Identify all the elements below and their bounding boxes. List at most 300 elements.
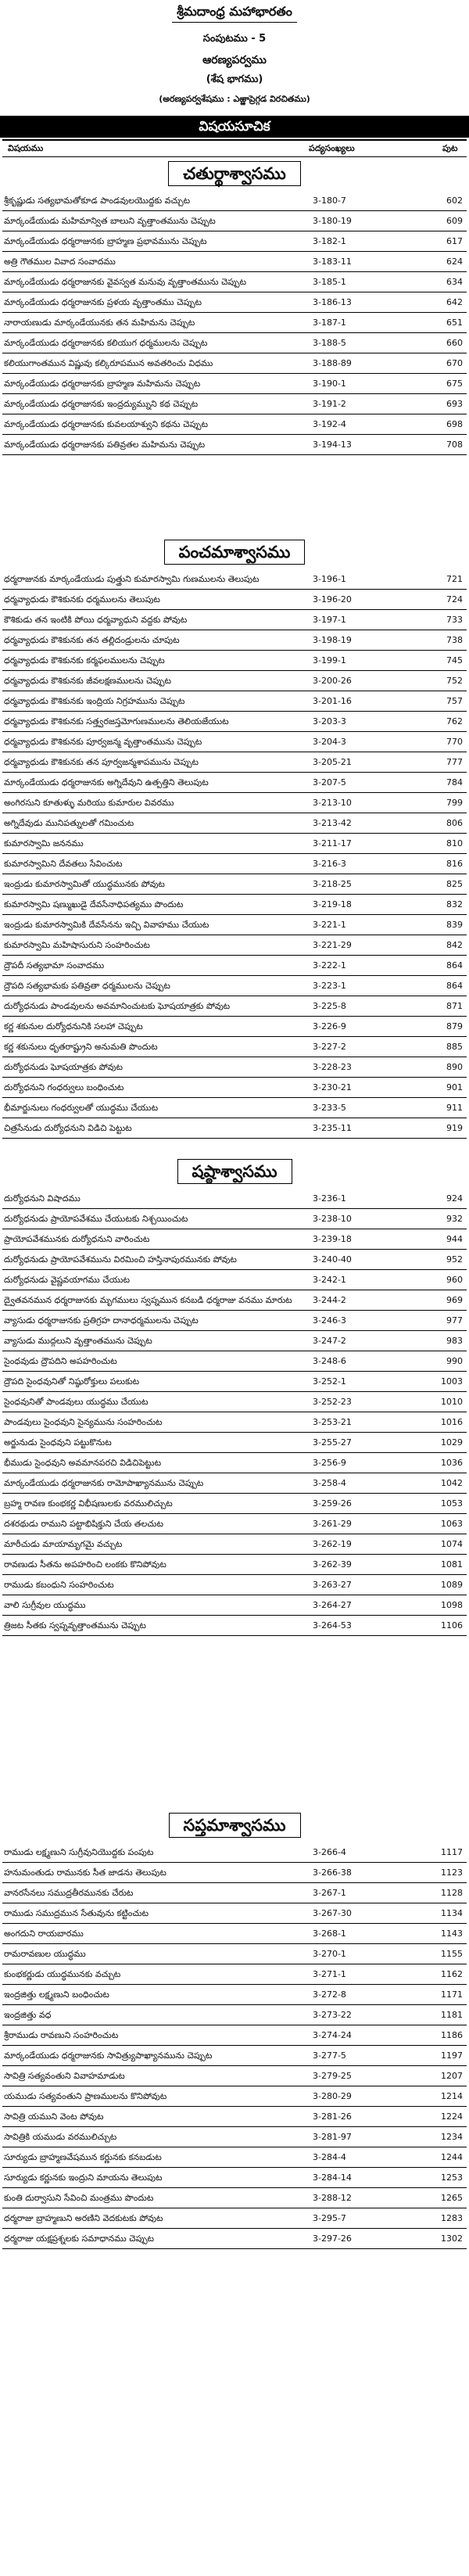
- column-header-page: పుట: [442, 143, 458, 153]
- row-page: 1036: [441, 1458, 463, 1468]
- index-row: [0, 2208, 469, 2229]
- row-page: 634: [446, 277, 463, 287]
- index-row: [0, 1473, 469, 1494]
- row-subject: మార్కండేయుడు ధర్మరాజునకు సావిత్ర్యుపాఖ్యానమును చెప్పుట: [4, 2050, 213, 2061]
- row-verse: 3-261-29: [313, 1519, 352, 1529]
- row-page: 777: [446, 757, 463, 767]
- row-subject: ధర్మవ్యాధుడు కౌశికునకు ఇంద్రియ నిగ్రహమును చెప్పుట: [4, 696, 185, 706]
- row-rule: [2, 1635, 467, 1636]
- row-verse: 3-221-1: [313, 920, 346, 930]
- index-row: [0, 2046, 469, 2066]
- column-header-bottom-rule: [2, 156, 467, 157]
- row-verse: 3-204-3: [313, 737, 346, 747]
- row-subject: సావిత్రి సత్యవంతుని వివాహమాడుట: [4, 2071, 125, 2081]
- row-verse: 3-198-19: [313, 635, 352, 645]
- row-page: 871: [446, 1001, 463, 1011]
- row-verse: 3-221-29: [313, 940, 352, 950]
- row-page: 784: [446, 777, 463, 788]
- row-page: 738: [446, 635, 463, 645]
- section-heading: [0, 161, 469, 186]
- row-page: 932: [446, 1214, 463, 1224]
- row-page: 757: [446, 696, 463, 706]
- row-page: 1162: [441, 1969, 463, 1979]
- index-row: [0, 996, 469, 1017]
- index-row: [0, 1118, 469, 1139]
- row-subject: భీముడు సైంధవుని అవమానపరచి విడిచిపెట్టుట: [4, 1458, 162, 1468]
- row-verse: 3-230-21: [313, 1082, 352, 1092]
- row-subject: శ్రీకృష్ణుడు సత్యభామతోకూడ పాండవులయొద్దకు వచ్చుట: [4, 196, 191, 206]
- row-verse: 3-270-1: [313, 1949, 346, 1959]
- row-page: 983: [446, 1336, 463, 1346]
- row-subject: వానరసేనలు సముద్రతీరమునకు చేరుట: [4, 1888, 134, 1898]
- row-subject: ఇంద్రజిత్తు వధ: [4, 2010, 52, 2020]
- row-page: 708: [446, 439, 463, 450]
- index-row: [0, 2086, 469, 2107]
- index-row: [0, 1883, 469, 1903]
- row-rule: [2, 2248, 467, 2249]
- row-page: 660: [446, 338, 463, 348]
- row-subject: ద్రౌపదీ సత్యభామా సంవాదము: [4, 960, 105, 970]
- row-verse: 3-218-25: [313, 879, 352, 889]
- row-page: 724: [446, 594, 463, 605]
- index-row: [0, 272, 469, 292]
- row-subject: కుమారస్వామి జననము: [4, 838, 84, 849]
- index-row: [0, 313, 469, 333]
- row-verse: 3-225-8: [313, 1001, 346, 1011]
- row-verse: 3-203-3: [313, 716, 346, 727]
- row-subject: రాముడు సముద్రమున సేతువును కట్టించుట: [4, 1908, 149, 1918]
- row-subject: సైంధవుడు ద్రౌపదిని అపహరించుట: [4, 1356, 117, 1366]
- row-page: 1171: [441, 1989, 463, 2000]
- index-row: [0, 231, 469, 252]
- row-page: 693: [446, 399, 463, 409]
- row-subject: కుంభకర్ణుడు యుద్ధమునకు వచ్చుట: [4, 1969, 121, 1979]
- section-title: సప్తమాశ్వాసము: [169, 1813, 301, 1838]
- index-row: [0, 1311, 469, 1331]
- row-page: 799: [446, 798, 463, 808]
- row-page: 1003: [441, 1376, 463, 1387]
- index-row: [0, 1392, 469, 1412]
- index-row: [0, 1514, 469, 1534]
- row-page: 990: [446, 1356, 463, 1366]
- index-row: [0, 1903, 469, 1924]
- row-verse: 3-235-11: [313, 1123, 352, 1133]
- row-subject: సైంధవునితో పాండవులు యుద్ధము చేయుట: [4, 1397, 149, 1407]
- row-verse: 3-262-39: [313, 1559, 352, 1570]
- row-subject: ధర్మవ్యాధుడు కౌశికునకు పూర్వజన్మ వృత్తాంతమును చెప్పుట: [4, 737, 202, 747]
- row-subject: సూర్యుడు బ్రాహ్మణవేషమున కర్ణునకు కనబడుట: [4, 2152, 162, 2162]
- row-subject: దుర్యోధనుని విషాదము: [4, 1193, 81, 1204]
- row-subject: మార్కండేయుడు ధర్మరాజునకు పతివ్రతల మహిమను చెప్పుట: [4, 439, 206, 450]
- row-verse: 3-288-12: [313, 2193, 352, 2203]
- index-row: [0, 1555, 469, 1575]
- row-subject: ద్వైతవనమున ధర్మరాజునకు మృగములు స్వప్నమున కనబడి ధర్మరాజు వనము మారుట: [4, 1295, 292, 1305]
- row-page: 885: [446, 1042, 463, 1052]
- row-subject: వ్యాసుడు ధర్మరాజునకు ప్రతిగ్రహ దానాధర్మములను చెప్పుట: [4, 1315, 199, 1326]
- row-verse: 3-272-8: [313, 1989, 346, 2000]
- index-row: [0, 590, 469, 610]
- row-subject: బ్రహ్మ రావణ కుంభకర్ణ విభీషణులకు వరములిచ్చుట: [4, 1498, 173, 1509]
- row-page: 624: [446, 257, 463, 267]
- row-page: 762: [446, 716, 463, 727]
- row-subject: అర్జునుడు సైంధవుని పట్టుకొనుట: [4, 1437, 112, 1448]
- index-row: [0, 2127, 469, 2147]
- row-page: 609: [446, 216, 463, 226]
- row-subject: త్రిజట సీతకు స్వప్నవృత్తాంతమును చెప్పుట: [4, 1620, 146, 1631]
- row-verse: 3-222-1: [313, 960, 346, 970]
- row-verse: 3-185-1: [313, 277, 346, 287]
- row-page: 1042: [441, 1478, 463, 1488]
- row-page: 864: [446, 960, 463, 970]
- row-verse: 3-188-5: [313, 338, 346, 348]
- row-verse: 3-188-89: [313, 358, 352, 368]
- index-row: [0, 1863, 469, 1883]
- row-verse: 3-205-21: [313, 757, 352, 767]
- row-page: 1265: [441, 2193, 463, 2203]
- row-subject: ద్రౌపది సైంధవునితో నిష్ఠురోక్తులు పలుకుట: [4, 1376, 140, 1387]
- index-row: [0, 813, 469, 834]
- row-page: 1053: [441, 1498, 463, 1509]
- book-title: శ్రీమదాంధ్ర మహాభారతం: [177, 4, 292, 19]
- row-page: 1029: [441, 1437, 463, 1448]
- row-verse: 3-238-10: [313, 1214, 352, 1224]
- row-verse: 3-295-7: [313, 2213, 346, 2223]
- row-verse: 3-233-5: [313, 1103, 346, 1113]
- row-page: 1128: [441, 1888, 463, 1898]
- index-row: [0, 1595, 469, 1616]
- row-subject: హనుమంతుడు రామునకు సీత జాడను తెలుపుట: [4, 1867, 166, 1878]
- row-page: 944: [446, 1234, 463, 1244]
- index-row: [0, 1575, 469, 1595]
- row-subject: దుర్యోధనుడు ప్రాయోపవేశమును విరమించి హస్తినాపురమునకు పోవుట: [4, 1254, 237, 1265]
- row-page: 842: [446, 940, 463, 950]
- row-subject: వాలి సుగ్రీవుల యుద్ధము: [4, 1600, 86, 1610]
- index-row: [0, 752, 469, 773]
- row-verse: 3-211-17: [313, 838, 352, 849]
- row-verse: 3-271-1: [313, 1969, 346, 1979]
- row-verse: 3-284-14: [313, 2172, 352, 2183]
- row-verse: 3-266-38: [313, 1867, 352, 1878]
- row-subject: ఇంద్రుడు కుమారస్వామితో యుద్ధమునకు పోవుట: [4, 879, 165, 889]
- row-page: 919: [446, 1123, 463, 1133]
- index-row: [0, 1290, 469, 1311]
- row-verse: 3-190-1: [313, 379, 346, 389]
- row-page: 960: [446, 1275, 463, 1285]
- row-subject: మార్కండేయుడు ధర్మరాజునకు ఇంద్రద్యుమ్నుని కథ చెప్పుట: [4, 399, 199, 409]
- index-row: [0, 1433, 469, 1453]
- row-verse: 3-242-1: [313, 1275, 346, 1285]
- row-subject: రాముడు కబంధుని సంహరించుట: [4, 1580, 114, 1590]
- row-subject: రావణుడు సీతను అపహరించి లంకకు కొనిపోవుట: [4, 1559, 166, 1570]
- index-row: [0, 732, 469, 752]
- index-row: [0, 854, 469, 874]
- row-page: 832: [446, 899, 463, 909]
- row-subject: ధర్మరాజు యక్షప్రశ్నలకు సమాధానము చెప్పుట: [4, 2233, 155, 2244]
- row-subject: సావిత్రికి యముడు వరములిచ్చుట: [4, 2132, 117, 2142]
- row-subject: ధర్మరాజునకు మార్కండేయుడు పుత్త్రుని కుమారస్వామి గుణములను తెలుపుట: [4, 574, 260, 584]
- row-page: 1074: [441, 1539, 463, 1549]
- index-row: [0, 915, 469, 935]
- index-row: [0, 651, 469, 671]
- row-subject: అంగిరసుని కూతుళ్ళు మరియు కుమారుల వివరము: [4, 798, 174, 808]
- index-row: [0, 569, 469, 590]
- row-verse: 3-207-5: [313, 777, 346, 788]
- index-row: [0, 1842, 469, 1863]
- row-verse: 3-216-3: [313, 859, 346, 869]
- index-row: [0, 691, 469, 712]
- row-verse: 3-281-26: [313, 2111, 352, 2122]
- index-row: [0, 895, 469, 915]
- row-page: 1063: [441, 1519, 463, 1529]
- index-row: [0, 874, 469, 895]
- row-verse: 3-219-18: [313, 899, 352, 909]
- row-page: 1098: [441, 1600, 463, 1610]
- row-subject: దుర్యోధనుని గంధర్వులు బంధించుట: [4, 1082, 124, 1092]
- row-verse: 3-268-1: [313, 1928, 346, 1939]
- row-verse: 3-244-2: [313, 1295, 346, 1305]
- row-subject: కౌశికుడు తన ఇంటికి పోయి ధర్మవ్యాధుని వద్దకు పోవుట: [4, 615, 188, 625]
- index-row: [0, 610, 469, 630]
- row-subject: ఇంద్రుడు కుమారస్వామికి దేవసేనను ఇచ్చి వివాహము చేయుట: [4, 920, 209, 930]
- index-row: [0, 2025, 469, 2046]
- row-page: 1117: [441, 1847, 463, 1857]
- index-row: [0, 2005, 469, 2025]
- row-subject: నారాయణుడు మార్కండేయునకు తన మహిమను చెప్పుట: [4, 318, 195, 328]
- index-row: [0, 414, 469, 435]
- row-page: 1010: [441, 1397, 463, 1407]
- index-row: [0, 1534, 469, 1555]
- row-subject: వ్యాసుడు ముద్గలుని వృత్తాంతమును చెప్పుట: [4, 1336, 152, 1346]
- row-subject: ద్రౌపది సత్యభామకు పతివ్రతా ధర్మములను చెప్పుట: [4, 981, 170, 991]
- index-row: [0, 834, 469, 854]
- parva-subtitle: (అరణ్యపర్వశేషము : ఎఱ్ఱాప్రెగ్గడ విరచితము): [159, 94, 310, 104]
- index-row: [0, 252, 469, 272]
- row-verse: 3-262-19: [313, 1539, 352, 1549]
- index-row: [0, 2168, 469, 2188]
- row-page: 901: [446, 1082, 463, 1092]
- row-verse: 3-252-1: [313, 1376, 346, 1387]
- section-title: షష్ఠాశ్వాసము: [177, 1159, 292, 1184]
- row-verse: 3-255-27: [313, 1437, 352, 1448]
- index-row: [0, 1078, 469, 1098]
- row-page: 924: [446, 1193, 463, 1204]
- row-subject: కలియుగాంతమున విష్ణువు కల్కిరూపమున అవతరించు విధము: [4, 358, 213, 368]
- row-page: 1186: [441, 2030, 463, 2040]
- row-verse: 3-197-1: [313, 615, 346, 625]
- row-page: 1123: [441, 1867, 463, 1878]
- row-subject: కుమారస్వామిని దేవతలు సేవించుట: [4, 859, 123, 869]
- row-verse: 3-192-4: [313, 419, 346, 429]
- row-verse: 3-252-23: [313, 1397, 352, 1407]
- row-page: 816: [446, 859, 463, 869]
- row-subject: మార్కండేయుడు ధర్మరాజునకు బ్రాహ్మణ మహిమను చెప్పుట: [4, 379, 201, 389]
- row-verse: 3-258-4: [313, 1478, 346, 1488]
- row-subject: శ్రీరాముడు రావణుని సంహరించుట: [4, 2030, 119, 2040]
- row-page: 1214: [441, 2091, 463, 2101]
- index-row: [0, 1331, 469, 1351]
- row-page: 1244: [441, 2152, 463, 2162]
- row-subject: మార్కండేయుడు ధర్మరాజునకు బ్రాహ్మణ ప్రభావమును చెప్పుట: [4, 236, 207, 246]
- row-verse: 3-248-6: [313, 1356, 346, 1366]
- index-row: [0, 1250, 469, 1270]
- index-row: [0, 2229, 469, 2249]
- row-verse: 3-266-4: [313, 1847, 346, 1857]
- row-verse: 3-264-53: [313, 1620, 352, 1631]
- row-subject: ధర్మవ్యాధుడు కౌశికునకు జీవలక్షణములను చెప్పుట: [4, 676, 171, 686]
- row-verse: 3-180-19: [313, 216, 352, 226]
- index-row: [0, 712, 469, 732]
- row-subject: చిత్రసేనుడు దుర్యోధనుని విడిచి పెట్టుట: [4, 1123, 132, 1133]
- row-page: 733: [446, 615, 463, 625]
- row-subject: మార్కండేయుడు ధర్మరాజునకు రామోపాఖ్యానమును చెప్పుట: [4, 1478, 204, 1488]
- row-subject: రామరావణుల యుద్ధము: [4, 1949, 86, 1959]
- row-subject: మార్కండేయుడు ధర్మరాజునకు వైవస్వత మనువు వృత్తాంతమును చెప్పుట: [4, 277, 246, 287]
- index-row: [0, 211, 469, 231]
- index-row: [0, 191, 469, 211]
- row-page: 952: [446, 1254, 463, 1265]
- row-page: 1207: [441, 2071, 463, 2081]
- row-subject: కుంతి దుర్వాసుని సేవించి మంత్రము పొందుట: [4, 2193, 154, 2203]
- row-page: 825: [446, 879, 463, 889]
- section-heading: [0, 1159, 469, 1184]
- row-verse: 3-213-42: [313, 818, 352, 828]
- row-rule: [2, 1138, 467, 1139]
- row-page: 1224: [441, 2111, 463, 2122]
- row-page: 864: [446, 981, 463, 991]
- row-page: 1134: [441, 1908, 463, 1918]
- row-page: 1181: [441, 2010, 463, 2020]
- row-subject: దుర్యోధనుడు పాండవులను అవమానించుటకు ఘోషయాత్రకు పోవుట: [4, 1001, 231, 1011]
- row-verse: 3-239-18: [313, 1234, 352, 1244]
- row-verse: 3-228-23: [313, 1062, 352, 1072]
- row-subject: మారీచుడు మాయామృగమై వచ్చుట: [4, 1539, 123, 1549]
- row-subject: మార్కండేయుడు ధర్మరాజునకు కలియుగ ధర్మములను చెప్పుట: [4, 338, 208, 348]
- row-verse: 3-194-13: [313, 439, 352, 450]
- section-title: చతుర్థాశ్వాసము: [168, 161, 301, 186]
- row-verse: 3-267-30: [313, 1908, 352, 1918]
- row-subject: ధర్మవ్యాధుడు కౌశికునకు తన పూర్వజన్మశాపమును చెప్పుట: [4, 757, 199, 767]
- index-row: [0, 1616, 469, 1636]
- index-row: [0, 956, 469, 976]
- row-verse: 3-182-1: [313, 236, 346, 246]
- index-row: [0, 1351, 469, 1372]
- index-row: [0, 1924, 469, 1944]
- row-verse: 3-186-13: [313, 297, 352, 307]
- row-verse: 3-277-5: [313, 2050, 346, 2061]
- row-verse: 3-284-4: [313, 2152, 346, 2162]
- row-page: 810: [446, 838, 463, 849]
- row-page: 1106: [441, 1620, 463, 1631]
- row-page: 1089: [441, 1580, 463, 1590]
- row-subject: కుమారస్వామి మహిషాసురుని సంహరించుట: [4, 940, 150, 950]
- row-page: 1197: [441, 2050, 463, 2061]
- column-header-top-rule: [2, 139, 467, 141]
- index-row: [0, 1494, 469, 1514]
- row-subject: దశరథుడు రాముని పట్టాభిషిక్తుని చేయ తలచుట: [4, 1519, 163, 1529]
- column-header-subject: విషయము: [8, 143, 44, 153]
- row-page: 642: [446, 297, 463, 307]
- index-title: విషయసూచిక: [0, 116, 469, 138]
- index-row: [0, 1270, 469, 1290]
- index-row: [0, 1944, 469, 1964]
- row-verse: 3-256-9: [313, 1458, 346, 1468]
- row-page: 675: [446, 379, 463, 389]
- row-page: 745: [446, 655, 463, 666]
- row-verse: 3-281-97: [313, 2132, 352, 2142]
- index-row: [0, 292, 469, 313]
- row-page: 1155: [441, 1949, 463, 1959]
- index-row: [0, 976, 469, 996]
- index-row: [0, 1985, 469, 2005]
- row-page: 721: [446, 574, 463, 584]
- index-row: [0, 630, 469, 651]
- row-verse: 3-191-2: [313, 399, 346, 409]
- row-subject: అత్రి గౌతముల వివాద సంవాదము: [4, 257, 116, 267]
- row-subject: కుమారస్వామి షణ్ముఖుడై దేవసేనాధిపత్యము పొందుట: [4, 899, 184, 909]
- row-verse: 3-240-40: [313, 1254, 352, 1265]
- index-row: [0, 1189, 469, 1209]
- row-subject: దుర్యోధనుడు వైష్ణవయాగము చేయుట: [4, 1275, 131, 1285]
- index-row: [0, 1453, 469, 1473]
- row-page: 617: [446, 236, 463, 246]
- row-subject: ధర్మరాజు బ్రాహ్మణుని అరణిని వెదకుటకు పోవుట: [4, 2213, 163, 2223]
- index-row: [0, 1098, 469, 1118]
- row-verse: 3-297-26: [313, 2233, 352, 2244]
- part-label: (శేష భాగము): [206, 74, 263, 85]
- row-verse: 3-279-25: [313, 2071, 352, 2081]
- row-page: 1143: [441, 1928, 463, 1939]
- index-row: [0, 773, 469, 793]
- index-row: [0, 1017, 469, 1037]
- row-subject: పాండవులు సైంధవుని సైన్యమును సంహరించుట: [4, 1417, 163, 1427]
- row-verse: 3-196-1: [313, 574, 346, 584]
- row-verse: 3-196-20: [313, 594, 352, 605]
- row-subject: మార్కండేయుడు ధర్మరాజునకు కువలయాశ్వుని కథను చెప్పుట: [4, 419, 209, 429]
- row-subject: అగ్నిదేవుడు మునిపత్నులతో గమించుట: [4, 818, 134, 828]
- index-row: [0, 1057, 469, 1078]
- row-verse: 3-246-3: [313, 1315, 346, 1326]
- row-verse: 3-274-24: [313, 2030, 352, 2040]
- row-subject: మార్కండేయుడు ధర్మరాజునకు ప్రళయ వృత్తాంతము చెప్పుట: [4, 297, 202, 307]
- row-subject: భీమార్జునులు గంధర్వులతో యుద్ధము చేయుట: [4, 1103, 159, 1113]
- index-row: [0, 793, 469, 813]
- index-row: [0, 935, 469, 956]
- row-subject: అంగదుని రాయబారము: [4, 1928, 84, 1939]
- row-verse: 3-183-11: [313, 257, 352, 267]
- index-row: [0, 2107, 469, 2127]
- row-verse: 3-236-1: [313, 1193, 346, 1204]
- row-page: 977: [446, 1315, 463, 1326]
- row-verse: 3-187-1: [313, 318, 346, 328]
- row-subject: ధర్మవ్యాధుడు కౌశికునకు తన తల్లిదండ్రులను చూపుట: [4, 635, 180, 645]
- row-subject: సావిత్రి యముని వెంట పోవుట: [4, 2111, 104, 2122]
- row-page: 752: [446, 676, 463, 686]
- row-page: 1234: [441, 2132, 463, 2142]
- row-page: 670: [446, 358, 463, 368]
- row-verse: 3-199-1: [313, 655, 346, 666]
- row-subject: కర్ణ శకునుల దుర్యోధనునికి సలహా చెప్పుట: [4, 1021, 143, 1031]
- index-row: [0, 1372, 469, 1392]
- row-subject: ధర్మవ్యాధుడు కౌశికునకు ధర్మములను తెలుపుట: [4, 594, 160, 605]
- index-row: [0, 1037, 469, 1057]
- row-subject: యముడు సత్యవంతుని ప్రాణములను కొనిపోవుట: [4, 2091, 167, 2101]
- index-row: [0, 2066, 469, 2086]
- row-page: 839: [446, 920, 463, 930]
- row-verse: 3-259-26: [313, 1498, 352, 1509]
- index-row: [0, 374, 469, 394]
- row-page: 1081: [441, 1559, 463, 1570]
- row-subject: మార్కండేయుడు ధర్మరాజునకు అగ్నిదేవుని ఉత్పత్తిని తెలుపుట: [4, 777, 209, 788]
